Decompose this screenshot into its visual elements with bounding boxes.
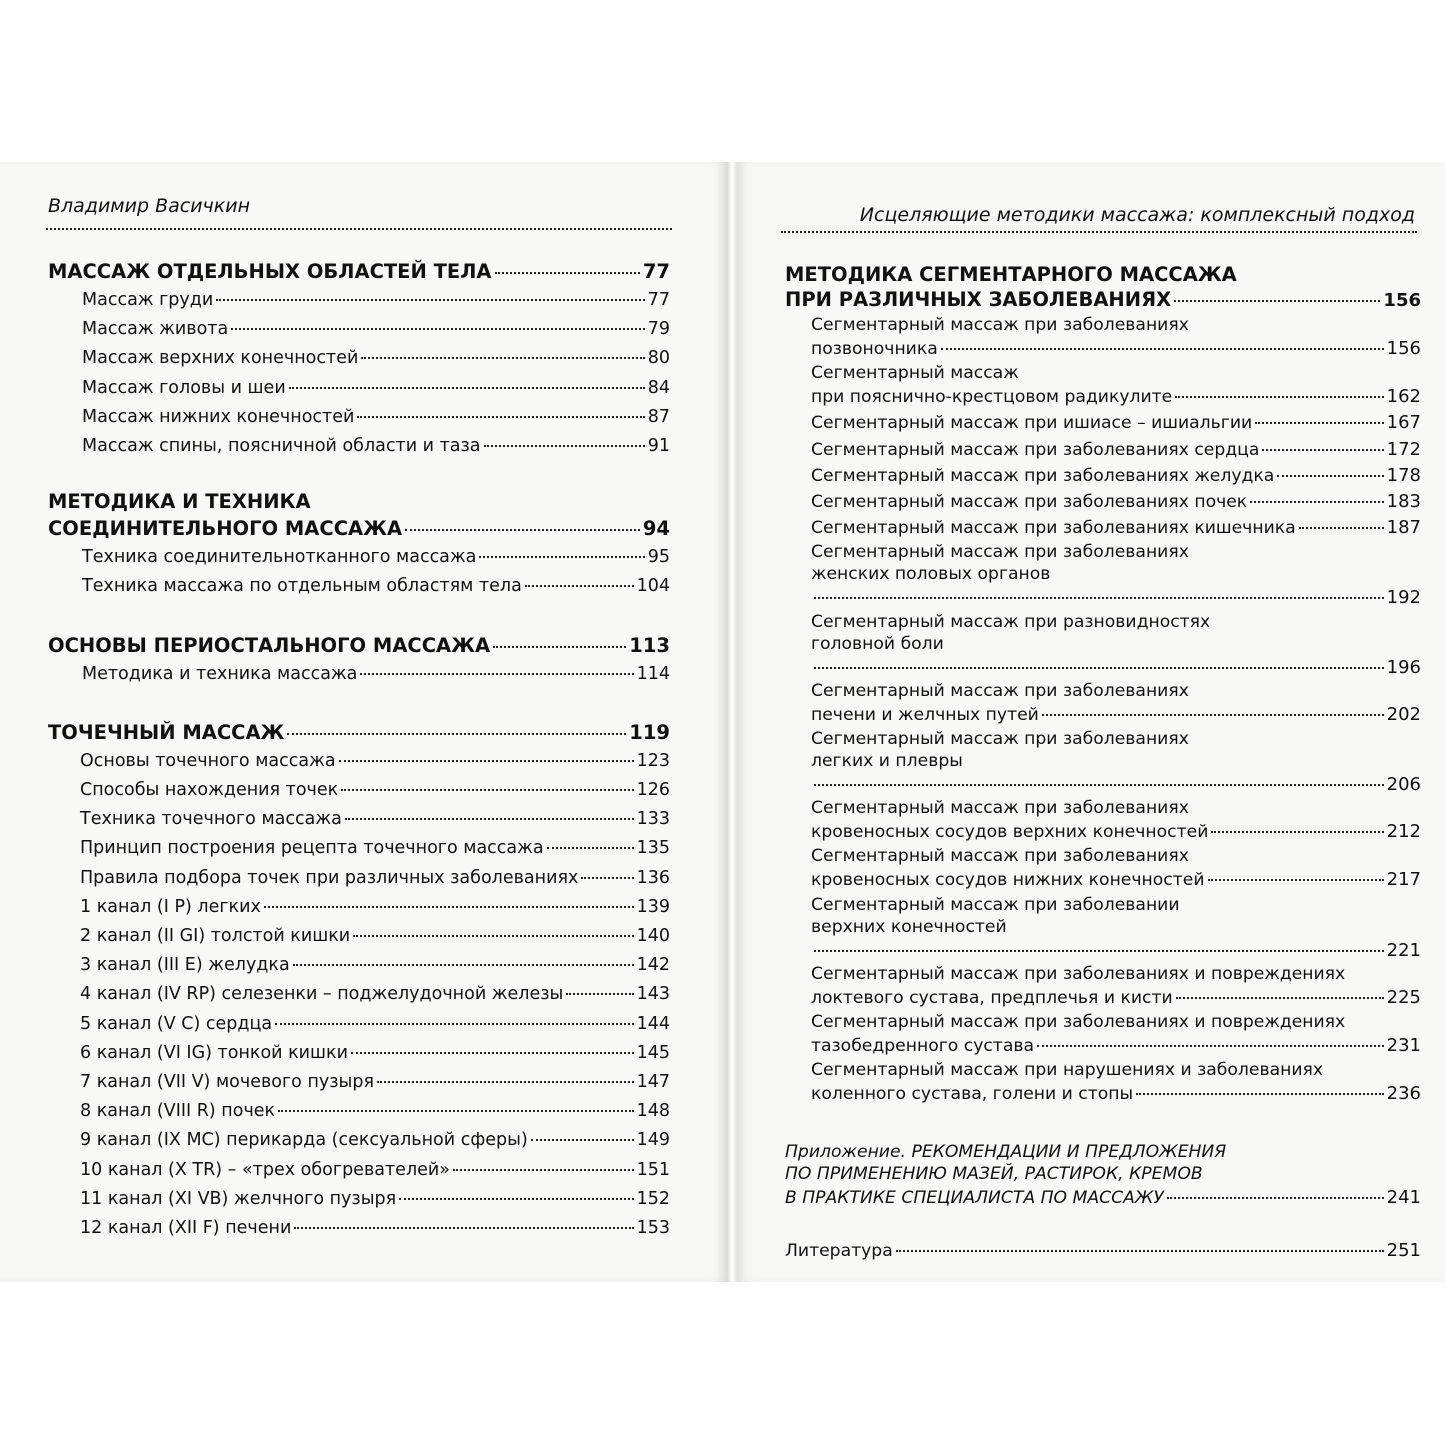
toc-entry-line: Сегментарный массаж при заболеваниях желудка 178 bbox=[785, 463, 1421, 489]
toc-entry[interactable]: 4 канал (IV RP) селезенки – поджелудочной железы 143 bbox=[80, 984, 670, 1005]
toc-entry[interactable]: 7 канал (VII V) мочевого пузыря 147 bbox=[80, 1072, 670, 1093]
toc-entry[interactable] bbox=[785, 797, 1421, 845]
toc-entry-line: Сегментарный массаж при заболеваниях bbox=[811, 542, 1189, 563]
toc-entry-list bbox=[785, 314, 1421, 1107]
toc-entry-line: Сегментарный массаж при нарушениях и заболеваниях bbox=[811, 1060, 1324, 1081]
header-rule bbox=[46, 228, 672, 230]
page-number: 231 bbox=[1386, 1035, 1421, 1057]
running-head-author: Владимир Васичкин bbox=[48, 195, 251, 217]
toc-entry-line bbox=[785, 772, 1421, 797]
toc-entry[interactable]: Техника соединительнотканного массажа 95 bbox=[82, 547, 670, 568]
toc-entry-line: Сегментарный массаж при ишиасе – ишиальгии 167 bbox=[785, 410, 1421, 436]
toc-entry[interactable]: Массаж нижних конечностей 87 bbox=[82, 406, 670, 427]
toc-entry-line: Сегментарный массаж при заболеваниях bbox=[811, 846, 1189, 867]
toc-entry[interactable] bbox=[785, 611, 1421, 680]
toc-entry[interactable]: 5 канал (V C) сердца 144 bbox=[80, 1013, 670, 1034]
toc-entry-line: Сегментарный массаж при заболеваниях bbox=[811, 798, 1189, 819]
toc-entry[interactable] bbox=[785, 1011, 1421, 1059]
toc-entry[interactable] bbox=[785, 845, 1421, 893]
page-number: 156 bbox=[1386, 338, 1421, 359]
toc-entry-line: Сегментарный массаж при заболеваниях почек 183 bbox=[785, 489, 1421, 515]
toc-section-heading[interactable]: ПРИ РАЗЛИЧНЫХ ЗАБОЛЕВАНИЯХ 156 bbox=[785, 288, 1421, 311]
toc-entry[interactable] bbox=[785, 1059, 1421, 1107]
toc-entry[interactable]: Правила подбора точек при различных заболеваниях 136 bbox=[80, 867, 670, 888]
toc-entry[interactable]: Массаж головы и шеи 84 bbox=[82, 377, 670, 398]
toc-entry-line: Сегментарный массаж при разновидностях bbox=[811, 611, 1211, 632]
toc-entry[interactable] bbox=[785, 515, 1421, 541]
toc-entry[interactable]: 3 канал (III E) желудка 142 bbox=[80, 955, 670, 976]
toc-entry-line: кровеносных сосудов верхних конечностей 212 bbox=[785, 819, 1421, 845]
toc-entry-line: печени и желчных путей 202 bbox=[785, 702, 1421, 728]
toc-entry-line: Сегментарный массаж bbox=[811, 363, 1019, 384]
toc-entry[interactable] bbox=[785, 437, 1421, 463]
appendix-line[interactable]: Приложение. РЕКОМЕНДАЦИИ И ПРЕДЛОЖЕНИЯ bbox=[785, 1142, 1227, 1163]
toc-entry[interactable]: Техника массажа по отдельным областям тела 104 bbox=[82, 576, 670, 597]
toc-entry[interactable]: Принцип построения рецепта точечного массажа 135 bbox=[80, 838, 670, 859]
right-page bbox=[737, 162, 1445, 1282]
book-gutter bbox=[727, 162, 737, 1282]
toc-entry-line: Сегментарный массаж при заболеваниях bbox=[811, 680, 1189, 701]
toc-section bbox=[48, 258, 670, 461]
toc-entry[interactable] bbox=[785, 314, 1421, 362]
toc-entry[interactable]: Техника точечного массажа 133 bbox=[80, 809, 670, 830]
toc-entry-line: верхних конечностей bbox=[811, 916, 1007, 937]
left-page bbox=[0, 162, 727, 1282]
page-number: 77 bbox=[642, 260, 670, 283]
toc-section bbox=[48, 719, 670, 1243]
toc-entry-line: локтевого сустава, предплечья и кисти 225 bbox=[785, 985, 1421, 1011]
toc-entry-line: коленного сустава, голени и стопы 236 bbox=[785, 1081, 1421, 1107]
page-number: 187 bbox=[1386, 517, 1421, 539]
toc-entry[interactable]: 12 канал (XII F) печени 153 bbox=[80, 1218, 670, 1239]
page-number: 196 bbox=[1386, 656, 1421, 678]
toc-entry[interactable] bbox=[785, 728, 1421, 797]
toc-entry[interactable] bbox=[785, 463, 1421, 489]
page-number: 162 bbox=[1386, 386, 1421, 408]
toc-entry[interactable] bbox=[785, 680, 1421, 728]
toc-right bbox=[785, 262, 1421, 1264]
toc-entry-line bbox=[785, 585, 1421, 610]
toc-entry-line: при пояснично-крестцовом радикулите 162 bbox=[785, 384, 1421, 410]
toc-entry-line: женских половых органов bbox=[811, 564, 1051, 585]
toc-entry[interactable]: Способы нахождения точек 126 bbox=[80, 780, 670, 801]
page-number: 183 bbox=[1386, 491, 1421, 513]
toc-entry-line bbox=[785, 938, 1421, 963]
page-number: 217 bbox=[1386, 869, 1421, 891]
toc-entry[interactable] bbox=[785, 894, 1421, 963]
toc-entry-line: легких и плевры bbox=[811, 751, 963, 772]
toc-entry[interactable]: 11 канал (XI VB) желчного пузыря 152 bbox=[80, 1188, 670, 1209]
toc-section-heading-line[interactable]: МЕТОДИКА СЕГМЕНТАРНОГО МАССАЖА bbox=[785, 263, 1237, 286]
toc-entry[interactable]: Массаж спины, поясничной области и таза 91 bbox=[82, 436, 670, 457]
toc-entry[interactable] bbox=[785, 963, 1421, 1011]
toc-entry-line: Сегментарный массаж при заболеваниях сердца 172 bbox=[785, 437, 1421, 463]
toc-entry-line: кровеносных сосудов нижних конечностей 217 bbox=[785, 867, 1421, 893]
toc-entry-line: Сегментарный массаж при заболеваниях bbox=[811, 315, 1189, 335]
toc-entry-line bbox=[785, 655, 1421, 680]
page-number: 221 bbox=[1386, 939, 1421, 961]
toc-entry[interactable]: 10 канал (X TR) – «трех обогревателей» 151 bbox=[80, 1159, 670, 1180]
page-number: 225 bbox=[1386, 986, 1421, 1008]
toc-entry[interactable]: Массаж живота 79 bbox=[82, 319, 670, 340]
toc-section-heading-line[interactable]: МЕТОДИКА И ТЕХНИКА bbox=[48, 490, 311, 514]
page-number: 192 bbox=[1386, 587, 1421, 609]
header-rule bbox=[781, 231, 1417, 233]
toc-entry[interactable]: Основы точечного массажа 123 bbox=[80, 750, 670, 771]
toc-entry[interactable]: Методика и техника массажа 114 bbox=[82, 663, 670, 684]
page-number: 212 bbox=[1386, 821, 1421, 843]
page-number: 178 bbox=[1386, 464, 1421, 486]
toc-left bbox=[48, 258, 670, 1243]
toc-appendix[interactable]: В ПРАКТИКЕ СПЕЦИАЛИСТА ПО МАССАЖУ 241 bbox=[785, 1187, 1421, 1209]
toc-entry-line: Сегментарный массаж при заболеваниях bbox=[811, 729, 1189, 750]
toc-entry-line: головной боли bbox=[811, 633, 944, 654]
page-number: 172 bbox=[1386, 438, 1421, 460]
running-head-title: Исцеляющие методики массажа: комплексный подход bbox=[859, 204, 1415, 226]
page-number: 236 bbox=[1386, 1083, 1421, 1105]
page-number: 202 bbox=[1386, 703, 1421, 725]
toc-entry[interactable]: Массаж груди 77 bbox=[82, 290, 670, 310]
toc-section bbox=[48, 489, 670, 601]
appendix-line[interactable]: ПО ПРИМЕНЕНИЮ МАЗЕЙ, РАСТИРОК, КРЕМОВ bbox=[785, 1164, 1203, 1185]
toc-entry-line: Сегментарный массаж при заболеваниях кишечника 187 bbox=[785, 515, 1421, 541]
toc-entry-line: тазобедренного сустава 231 bbox=[785, 1033, 1421, 1059]
toc-entry[interactable]: 2 канал (II GI) толстой кишки 140 bbox=[80, 926, 670, 947]
toc-entry[interactable] bbox=[785, 541, 1421, 610]
toc-entry[interactable]: 1 канал (I P) легких 139 bbox=[80, 896, 670, 917]
toc-section bbox=[48, 632, 670, 689]
toc-entry[interactable]: 9 канал (IX MC) перикарда (сексуальной сферы) 149 bbox=[80, 1130, 670, 1151]
toc-entry[interactable] bbox=[785, 489, 1421, 515]
toc-entry[interactable]: Массаж верхних конечностей 80 bbox=[82, 348, 670, 369]
toc-entry-line: позвоночника 156 bbox=[785, 336, 1421, 362]
page-number: 167 bbox=[1386, 412, 1421, 434]
toc-section-heading[interactable]: СОЕДИНИТЕЛЬНОГО МАССАЖА 94 bbox=[48, 517, 670, 541]
toc-entry-line: Сегментарный массаж при заболевании bbox=[811, 894, 1180, 915]
toc-section-heading[interactable]: МАССАЖ ОТДЕЛЬНЫХ ОБЛАСТЕЙ ТЕЛА 77 bbox=[48, 258, 670, 286]
toc-entry[interactable]: 6 канал (VI IG) тонкой кишки 145 bbox=[80, 1042, 670, 1063]
toc-entry[interactable] bbox=[785, 410, 1421, 436]
toc-entry[interactable]: 8 канал (VIII R) почек 148 bbox=[80, 1101, 670, 1122]
toc-entry-line: Сегментарный массаж при заболеваниях и повреждениях bbox=[811, 1012, 1346, 1033]
toc-section-heading[interactable]: ОСНОВЫ ПЕРИОСТАЛЬНОГО МАССАЖА 113 bbox=[48, 633, 670, 657]
toc-entry[interactable] bbox=[785, 362, 1421, 410]
toc-section-heading[interactable]: ТОЧЕЧНЫЙ МАССАЖ 119 bbox=[48, 720, 670, 744]
page-number: 206 bbox=[1386, 774, 1421, 796]
toc-literature[interactable]: Литература 251 bbox=[785, 1239, 1421, 1261]
toc-entry-line: Сегментарный массаж при заболеваниях и повреждениях bbox=[811, 963, 1346, 984]
